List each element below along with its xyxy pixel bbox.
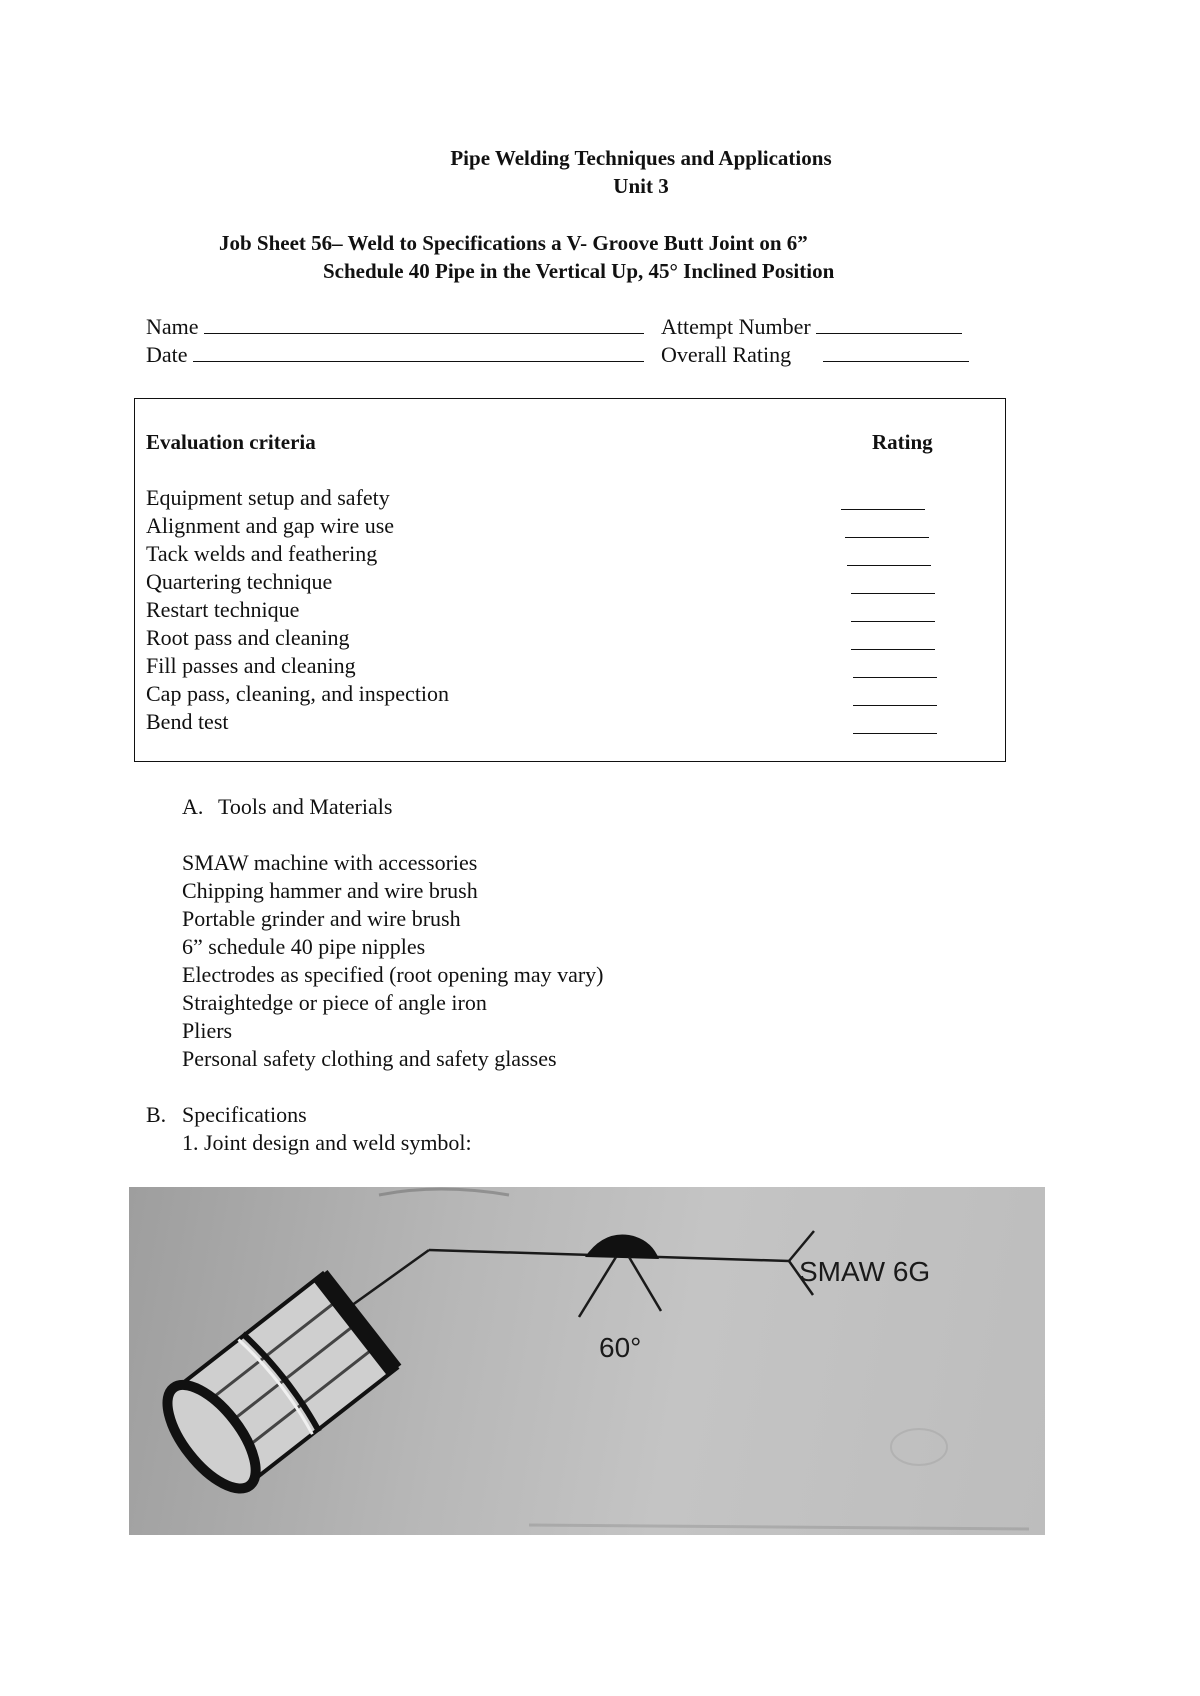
rating-blank[interactable]	[841, 509, 925, 510]
unit-label: Unit 3	[613, 174, 669, 198]
rating-blank[interactable]	[853, 677, 937, 678]
weld-symbol-diagram	[129, 1187, 1045, 1535]
rating-blank[interactable]	[847, 565, 931, 566]
date-label: Date	[146, 342, 188, 367]
tool-item: Straightedge or piece of angle iron	[182, 990, 487, 1015]
tool-item: Personal safety clothing and safety glasses	[182, 1046, 557, 1071]
tools-heading-marker: A.	[182, 794, 204, 819]
criterion-item: Cap pass, cleaning, and inspection	[146, 681, 450, 706]
criterion-item: Root pass and cleaning	[146, 625, 350, 650]
date-blank[interactable]	[193, 343, 644, 362]
criterion-item: Quartering technique	[146, 569, 333, 594]
tool-item: Electrodes as specified (root opening may vary)	[182, 962, 604, 987]
faint-ghost-shape	[891, 1429, 947, 1465]
criterion-item: Tack welds and feathering	[146, 541, 378, 566]
criterion-item: Bend test	[146, 709, 229, 734]
job-sheet-title-line2: Schedule 40 Pipe in the Vertical Up, 45° Inclined Position	[323, 259, 835, 283]
tool-item: SMAW machine with accessories	[182, 850, 478, 875]
tools-heading: Tools and Materials	[218, 794, 393, 819]
tool-item: 6” schedule 40 pipe nipples	[182, 934, 426, 959]
attempt-label: Attempt Number	[661, 314, 811, 339]
criterion-item: Restart technique	[146, 597, 300, 622]
criterion-item: Equipment setup and safety	[146, 485, 390, 510]
overall-rating-label: Overall Rating	[661, 342, 792, 367]
tool-item: Pliers	[182, 1018, 233, 1043]
faint-ghost-line	[529, 1525, 1029, 1529]
name-field[interactable]	[146, 314, 644, 340]
weld-bead-icon	[585, 1234, 659, 1259]
rating-heading: Rating	[872, 430, 933, 454]
attempt-field[interactable]	[661, 314, 962, 340]
criterion-item: Alignment and gap wire use	[146, 513, 395, 538]
rating-blank[interactable]	[853, 705, 937, 706]
groove-symbol-left	[579, 1257, 616, 1317]
rating-blank[interactable]	[851, 621, 935, 622]
overall-rating-blank[interactable]	[823, 343, 969, 362]
tool-item: Chipping hammer and wire brush	[182, 878, 478, 903]
specs-item-joint-design: 1. Joint design and weld symbol:	[182, 1130, 472, 1155]
specs-heading: Specifications	[182, 1102, 307, 1127]
rating-blank[interactable]	[851, 593, 935, 594]
groove-symbol-right	[629, 1257, 661, 1311]
rating-blank[interactable]	[853, 733, 937, 734]
course-title: Pipe Welding Techniques and Applications	[450, 146, 832, 170]
pipe-icon	[151, 1268, 402, 1502]
specs-heading-marker: B.	[146, 1102, 167, 1127]
job-sheet-title-line1: Job Sheet 56– Weld to Specifications a V- Groove Butt Joint on 6”	[219, 231, 808, 255]
attempt-blank[interactable]	[816, 315, 962, 334]
criterion-item: Fill passes and cleaning	[146, 653, 356, 678]
rating-blank[interactable]	[851, 649, 935, 650]
tool-item: Portable grinder and wire brush	[182, 906, 461, 931]
date-field[interactable]	[146, 342, 644, 368]
tail-label: SMAW 6G	[799, 1256, 931, 1287]
weld-symbol-photo	[129, 1187, 1045, 1535]
overall-rating-field[interactable]	[661, 342, 969, 368]
name-label: Name	[146, 314, 199, 339]
angle-label: 60°	[599, 1332, 642, 1363]
evaluation-heading: Evaluation criteria	[146, 430, 316, 454]
name-blank[interactable]	[204, 315, 644, 334]
faint-text-mark	[379, 1189, 509, 1195]
rating-blank[interactable]	[845, 537, 929, 538]
